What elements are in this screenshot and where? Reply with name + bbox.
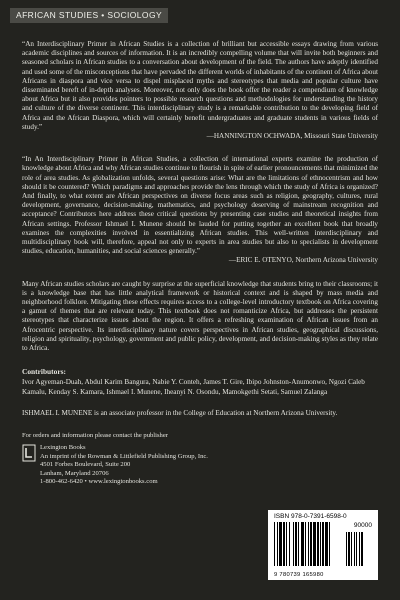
publisher-address: 4501 Forbes Boulevard, Suite 200 (40, 461, 131, 469)
review-text: “An Interdisciplinary Primer in African Studies is a collection of brilliant but accessible essays drawing from various academic disciplines and sources of information. It is an incredibly compelling volume that will invite both beginners and seasoned scholars in African studies to a conversation about development of the field. The authors have adeptly identified and used some of the misconceptions that have pervaded the different worlds of inhabitants of the continent of Africa about Africans in diaspora and vice versa to dispel misplaced myths and stereotypes that media and popular culture have disseminated bereft of in-depth analyses. Moreover, not only does the book offer the reader a compendium of knowledge about Africa but it also provides pointers to possible research questions and methodologies for understanding the history and culture of the diverse continent. This interdisciplinary study is a remarkable contribution to the developing field of Africa and the African Diaspora, which will certainly benefit undergraduates and graduate students in various fields of study.” (22, 40, 378, 131)
publisher-contact: 1-800-462-6420 • www.lexingtonbooks.com (40, 477, 158, 485)
category-label: AFRICAN STUDIES • SOCIOLOGY (16, 10, 163, 20)
price-code: 90000 (353, 522, 372, 529)
publisher-name: Lexington Books (40, 444, 86, 452)
barcode (268, 510, 378, 580)
isbn-label: ISBN 978-0-7391-6598-0 (274, 513, 347, 520)
contributors-heading: Contributors: (22, 367, 66, 377)
contributors-list: Ivor Agyeman-Duah, Abdul Karim Bangura, Nabie Y. Conteh, James T. Gire, Ibipo Johnston-Anumonwo, Ngozi Caleb Kamalu, Kenday S. Kamara, Ishmael I. Munene, Iheanyi N. Osondu, Mamokgethi Setati, Samuel Zalanga (22, 378, 365, 396)
review-1 (22, 40, 378, 141)
review-2 (22, 155, 378, 265)
barcode-bars-icon (274, 522, 372, 568)
author-bio: ISHMAEL I. MUNENE is an associate professor in the College of Education at Northern Arizona University. (22, 408, 338, 417)
book-description: Many African studies scholars are caught by surprise at the superficial knowledge that students bring to their classrooms; it is a knowledge base that has little analytical framework or historical context and is shaped by mass media and neighborhood folklore. Mitigating these effects requires access to a college-level introductory textbook on Africa covering a gamut of themes that are relevant today. This textbook does not romanticize Africa, but addresses the persistent stereotypes that characterize issues about the region. It offers a refreshing examination of African issues from an Afrocentric perspective. Its interdisciplinary nature covers perspectives in African studies, geographical discussions, religion and spirituality, psychology, government and public policy, development, and decision-making styles as they relate to Africa. (22, 279, 378, 353)
review-attribution: —ERIC E. OTENYO, Northern Arizona University (228, 256, 378, 265)
publisher-block (22, 444, 378, 486)
back-cover-content (22, 40, 378, 486)
publisher-logo-icon (22, 444, 36, 462)
orders-note: For orders and information please contact the publisher (22, 431, 168, 439)
review-text: “In An Interdisciplinary Primer in African Studies, a collection of international experts examine the production of knowledge about Africa and why African studies continue to flourish in spite of earlier pronouncements that minimized the role of area studies. As globalization unfolds, several questions arise: What are the limitations of ethnocentrism and how should it be countered? Which paradigms and approaches provide the lens through which the study of Africa is organized? And finally, to what extent are African perspectives on diverse focus areas such as religion, geography, cultures, rural development, governance, decision-making, mathematics, and psychology deserving of mainstream recognition and acceptance? Contributors here address these critical questions by presenting case studies and theoretical insights from African settings. Professor Ishmael I. Munene should be lauded for putting together an excellent book that broadly examines the complexities involved in essentializing African studies. This well-written interdisciplinary and multidisciplinary book will, therefore, appeal not only to experts in area studies but also to specialists in development studies, education, humanities, and social sciences generally.” (22, 155, 378, 256)
category-banner (10, 8, 168, 23)
publisher-imprint: An imprint of the Rowman & Littlefield Publishing Group, Inc. (40, 452, 208, 460)
barcode-digits: 9 780739 165980 (274, 572, 324, 578)
review-attribution: —HANNINGTON OCHWADA, Missouri State University (206, 132, 378, 141)
publisher-city: Lanham, Maryland 20706 (40, 469, 109, 477)
